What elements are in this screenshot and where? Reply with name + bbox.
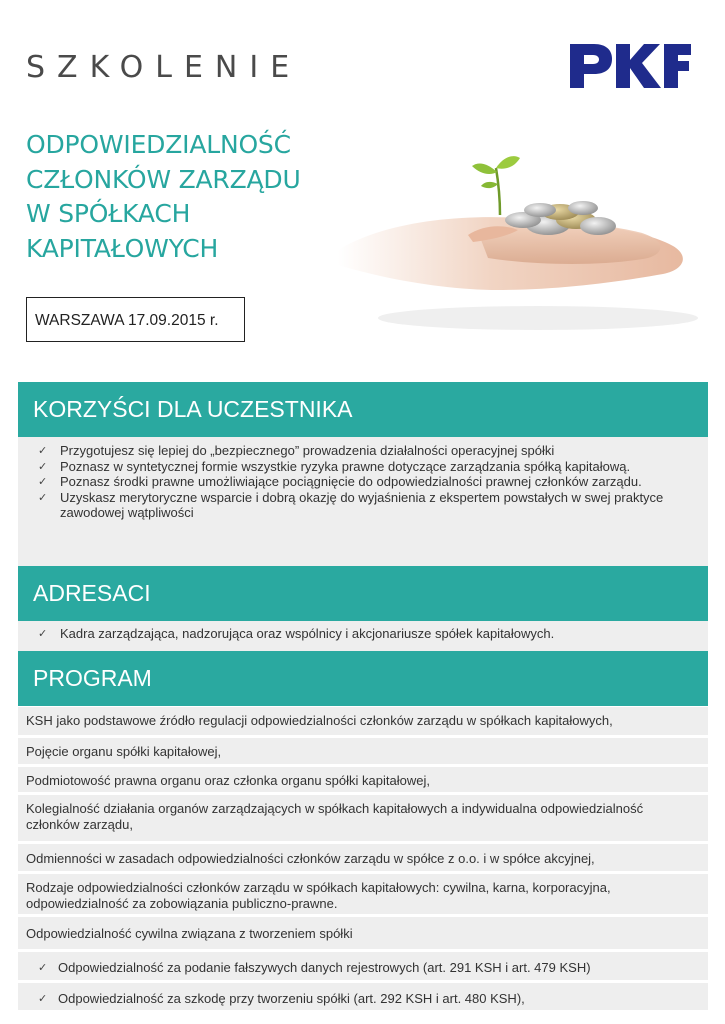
- list-item: ✓ Przygotujesz się lepiej do „bezpiecznego” prowadzenia działalności operacyjnej spółki: [38, 443, 555, 458]
- hand-coins-sprout-image: [318, 140, 708, 350]
- check-icon: ✓: [38, 490, 48, 504]
- header-word: SZKOLENIE: [26, 50, 302, 85]
- check-icon: ✓: [38, 459, 48, 473]
- audience-panel: [18, 621, 708, 651]
- list-item: ✓ Poznasz w syntetycznej formie wszystkie ryzyka prawne dotyczące zarządzania spółką kapitałową.: [38, 458, 631, 474]
- check-icon: ✓: [38, 992, 48, 1005]
- list-item: ✓ Kadra zarządzająca, nadzorująca oraz wspólnicy i akcjonariusze spółek kapitałowych.: [38, 626, 555, 641]
- date-box: WARSZAWA 17.09.2015 r.: [26, 297, 245, 342]
- program-row: Kolegialność działania organów zarządzających w spółkach kapitałowych a indywidualna odpowiedzialność członków zarządu,: [18, 795, 708, 844]
- list-item: ✓ Uzyskasz merytoryczne wsparcie i dobrą okazję do wyjaśnienia z ekspertem powstałych w swej praktyce zawodowej wątpliwości: [38, 489, 664, 520]
- program-list: [18, 707, 708, 1013]
- title-line: CZŁONKÓW ZARZĄDU: [26, 164, 301, 194]
- title-line: W SPÓŁKACH: [26, 199, 191, 228]
- title-line: ODPOWIEDZIALNOŚĆ: [26, 130, 291, 159]
- program-row: Odpowiedzialność cywilna związana z tworzeniem spółki: [18, 917, 708, 952]
- list-item: ✓ Poznasz środki prawne umożliwiające pociągnięcie do odpowiedzialności prawnej członków zarządu.: [38, 474, 642, 489]
- program-subitem: ✓ Odpowiedzialność za podanie fałszywych danych rejestrowych (art. 291 KSH i art. 479 KSH): [18, 952, 708, 983]
- benefits-panel: [18, 437, 708, 566]
- program-subitem: ✓ Odpowiedzialność za szkodę przy tworzeniu spółki (art. 292 KSH i art. 480 KSH),: [18, 983, 708, 1013]
- audience-heading: ADRESACI: [18, 566, 708, 621]
- check-icon: ✓: [38, 627, 48, 640]
- audience-list: [38, 626, 668, 642]
- course-title: [26, 128, 346, 266]
- pkf-logo: [568, 36, 692, 92]
- check-icon: ✓: [38, 475, 48, 488]
- check-icon: ✓: [38, 444, 48, 457]
- title-line: KAPITAŁOWYCH: [26, 233, 219, 263]
- program-row: Podmiotowość prawna organu oraz członka organu spółki kapitałowej,: [18, 767, 708, 795]
- program-row: KSH jako podstawowe źródło regulacji odpowiedzialności członków zarządu w spółkach kapitałowych,: [18, 707, 708, 738]
- check-icon: ✓: [38, 961, 48, 974]
- program-row: Pojęcie organu spółki kapitałowej,: [18, 738, 708, 767]
- benefits-heading: KORZYŚCI DLA UCZESTNIKA: [18, 382, 708, 437]
- program-row: Odmienności w zasadach odpowiedzialności członków zarządu w spółce z o.o. i w spółce akcyjnej,: [18, 844, 708, 874]
- program-heading: PROGRAM: [18, 651, 708, 706]
- benefits-list: [38, 443, 668, 521]
- program-row: Rodzaje odpowiedzialności członków zarządu w spółkach kapitałowych: cywilna, karna, korporacyjna, odpowiedzialność za zobowiązania publiczno-prawne.: [18, 874, 708, 917]
